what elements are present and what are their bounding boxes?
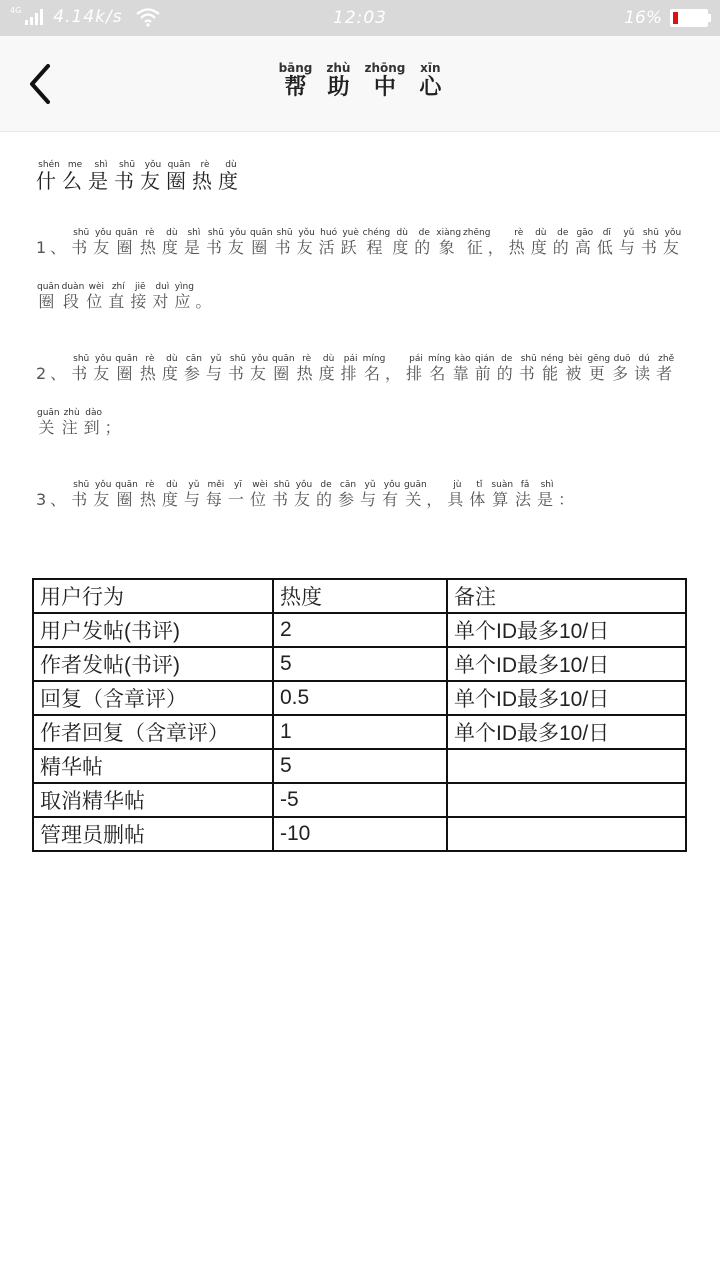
heading-pinyin: yǒu [140,160,166,170]
app-header [0,36,720,132]
para-pinyin: yǒu [93,354,114,364]
paragraph-2 [36,347,692,455]
table-cell: -5 [273,783,447,817]
table-cell [447,783,686,817]
table-cell: 用户行为 [33,579,273,613]
table-cell: 用户发帖(书评) [33,613,273,647]
para-pinyin: dù [392,228,413,238]
para-pinyin: bèi [565,354,586,364]
para-pinyin: dù [161,480,182,490]
page-title [0,62,720,101]
table-row [33,817,686,851]
para-pinyin: yǔ [183,480,204,490]
battery-percent: 16% [624,8,662,28]
para-char: 度dù [161,228,182,257]
para-punct: ； [104,418,125,437]
para-pinyin: shū [518,354,539,364]
para-char: 一yī [227,480,248,509]
para-pinyin: yǒu [296,228,317,238]
para-pinyin: shū [205,228,226,238]
para-char: 具jù [447,480,468,509]
table-cell: 1 [273,715,447,749]
para-char: 段duàn [61,282,85,311]
table-cell: 取消精华帖 [33,783,273,817]
table-row [33,783,686,817]
para-char: 的de [315,480,336,509]
heading-pinyin: dù [218,160,244,170]
para-pinyin: dú [634,354,655,364]
para-pinyin: yǒu [382,480,403,490]
title-char: 助zhù [326,61,351,100]
para-char: 书shū [205,228,226,257]
para-char: 友yǒu [93,354,114,383]
heat-score-table [32,578,687,852]
para-pinyin: rè [139,354,160,364]
para-pinyin: shū [71,480,92,490]
heading-char: 书shū [114,160,140,193]
para-char: 热rè [139,354,160,383]
title-pinyin: zhù [326,61,351,75]
table-cell: 单个ID最多10/日 [447,613,686,647]
para-punct: ， [426,490,447,509]
para-pinyin: yǒu [662,228,683,238]
para-char: 读dú [634,354,655,383]
para-pinyin: qián [474,354,495,364]
table-cell: 作者回复（含章评） [33,715,273,749]
heading-pinyin: quān [166,160,192,170]
para-punct: 1、 [36,238,71,257]
para-char: 应yìng [174,282,195,311]
para-char: 书shū [518,354,539,383]
para-pinyin: shū [71,354,92,364]
heading-pinyin: shén [36,160,62,170]
para-pinyin: yuè [340,228,361,238]
para-pinyin: fǎ [515,480,536,490]
para-punct: 3、 [36,490,71,509]
title-char: 帮bāng [278,61,313,100]
para-char: 体tǐ [469,480,490,509]
para-char: 书shū [71,228,92,257]
para-pinyin: guān [37,408,60,418]
para-pinyin: huó [318,228,339,238]
heading-char: 么me [62,160,88,193]
battery-icon [670,9,708,27]
para-char: 高gāo [574,228,595,257]
heading-pinyin: shū [114,160,140,170]
para-pinyin: yǒu [93,228,114,238]
heading-char: 是shì [88,160,114,193]
para-char: 名míng [428,354,451,383]
para-pinyin: wèi [86,282,107,292]
para-pinyin: guān [404,480,427,490]
status-bar [0,0,720,36]
table-cell: 5 [273,749,447,783]
para-char: 友yǒu [227,228,248,257]
table-cell: 5 [273,647,447,681]
para-pinyin: yǒu [227,228,248,238]
para-char: 低dī [596,228,617,257]
para-char: 关guān [37,408,60,437]
para-pinyin: tǐ [469,480,490,490]
heading-char: 度dù [218,160,244,193]
para-char: 注zhù [61,408,82,437]
para-char: 是shì [537,480,558,509]
table-cell: 回复（含章评） [33,681,273,715]
para-pinyin: duàn [61,282,85,292]
para-char: 能néng [540,354,564,383]
para-char: 直zhí [108,282,129,311]
paragraph-3 [36,473,692,527]
table-cell: 单个ID最多10/日 [447,715,686,749]
para-char: 位wèi [86,282,107,311]
para-char: 的de [414,228,435,257]
heading-char: 热rè [192,160,218,193]
heading-pinyin: rè [192,160,218,170]
para-char: 跃yuè [340,228,361,257]
para-char: 的de [552,228,573,257]
para-char: 多duō [612,354,633,383]
para-pinyin: néng [540,354,564,364]
table-row [33,647,686,681]
para-pinyin: zhí [108,282,129,292]
para-char: 书shū [227,354,248,383]
article [36,160,692,527]
para-punct: ， [487,238,508,257]
para-pinyin: de [496,354,517,364]
para-pinyin: shū [71,228,92,238]
para-pinyin: zhě [656,354,677,364]
para-pinyin: dù [161,354,182,364]
para-pinyin: yǔ [618,228,639,238]
heading-pinyin: shì [88,160,114,170]
para-char: 算suàn [491,480,514,509]
para-char: 友yǒu [662,228,683,257]
table-row [33,749,686,783]
para-pinyin: suàn [491,480,514,490]
para-char: 度dù [318,354,339,383]
para-char: 书shū [71,480,92,509]
para-pinyin: rè [296,354,317,364]
para-char: 程chéng [362,228,391,257]
para-char: 靠kào [452,354,473,383]
para-char: 友yǒu [93,228,114,257]
heading-char: 友yǒu [140,160,166,193]
para-pinyin: míng [362,354,386,364]
heading-char: 圈quān [166,160,192,193]
para-char: 圈quān [115,228,138,257]
para-punct: ， [384,364,405,383]
para-pinyin: gāo [574,228,595,238]
para-pinyin: cān [183,354,204,364]
table-row [33,715,686,749]
table-cell: 单个ID最多10/日 [447,647,686,681]
para-pinyin: duō [612,354,633,364]
para-punct: 。 [195,292,216,311]
para-pinyin: quān [115,480,138,490]
para-pinyin: dào [83,408,104,418]
para-pinyin: yǔ [360,480,381,490]
para-char: 度dù [161,354,182,383]
heading-char: 什shén [36,160,62,193]
para-char: 象xiàng [436,228,462,257]
network-type: 4G [10,6,22,15]
para-char: 活huó [318,228,339,257]
table-row [33,613,686,647]
para-pinyin: de [552,228,573,238]
table-row [33,681,686,715]
para-pinyin: shū [227,354,248,364]
para-pinyin: shì [537,480,558,490]
para-pinyin: dī [596,228,617,238]
para-char: 圈quān [115,354,138,383]
para-char: 有yǒu [382,480,403,509]
para-char: 每měi [205,480,226,509]
para-char: 度dù [392,228,413,257]
para-pinyin: rè [508,228,529,238]
para-char: 书shū [71,354,92,383]
para-pinyin: shū [274,228,295,238]
para-pinyin: dù [530,228,551,238]
para-char: 友yǒu [296,228,317,257]
table-cell: 精华帖 [33,749,273,783]
para-pinyin: yǒu [293,480,314,490]
title-char: 中zhōng [364,61,406,100]
para-pinyin: yǒu [249,354,270,364]
para-pinyin: shū [640,228,661,238]
para-pinyin: yǒu [93,480,114,490]
para-char: 排pái [340,354,361,383]
table-cell: -10 [273,817,447,851]
para-pinyin: yǔ [205,354,226,364]
para-char: 友yǒu [93,480,114,509]
title-pinyin: zhōng [364,61,406,75]
para-char: 与yǔ [205,354,226,383]
para-pinyin: jù [447,480,468,490]
para-char: 的de [496,354,517,383]
para-char: 书shū [271,480,292,509]
para-pinyin: pái [340,354,361,364]
title-pinyin: xīn [419,61,442,75]
para-pinyin: měi [205,480,226,490]
para-pinyin: xiàng [436,228,462,238]
para-pinyin: gēng [587,354,611,364]
para-char: 圈quān [249,228,273,257]
para-char: 前qián [474,354,495,383]
network-speed: 4.14k/s [53,7,123,27]
para-pinyin: quān [37,282,60,292]
para-char: 名míng [362,354,386,383]
para-char: 对duì [152,282,173,311]
para-char: 友yǒu [249,354,270,383]
para-char: 书shū [274,228,295,257]
para-char: 圈quān [115,480,138,509]
para-char: 到dào [83,408,104,437]
para-char: 参cān [183,354,204,383]
para-pinyin: míng [428,354,451,364]
para-pinyin: quān [115,228,138,238]
para-char: 圈quān [271,354,295,383]
para-char: 位wèi [249,480,270,509]
table-cell [447,749,686,783]
clock: 12:03 [333,8,387,28]
para-pinyin: jiē [130,282,151,292]
para-char: 热rè [296,354,317,383]
title-pinyin: bāng [278,61,313,75]
para-char: 度dù [161,480,182,509]
para-char: 书shū [640,228,661,257]
para-char: 热rè [508,228,529,257]
para-char: 征zhēng [463,228,491,257]
paragraph-1 [36,221,692,329]
para-char: 参cān [338,480,359,509]
para-pinyin: de [315,480,336,490]
para-char: 热rè [139,480,160,509]
para-pinyin: duì [152,282,173,292]
table-cell: 单个ID最多10/日 [447,681,686,715]
para-pinyin: chéng [362,228,391,238]
table-cell: 管理员删帖 [33,817,273,851]
para-char: 者zhě [656,354,677,383]
para-pinyin: yìng [174,282,195,292]
para-char: 圈quān [37,282,60,311]
para-pinyin: shì [183,228,204,238]
para-pinyin: quān [115,354,138,364]
table-cell: 热度 [273,579,447,613]
para-pinyin: wèi [249,480,270,490]
para-char: 被bèi [565,354,586,383]
para-pinyin: dù [318,354,339,364]
para-char: 关guān [404,480,427,509]
table-cell: 0.5 [273,681,447,715]
para-char: 与yǔ [183,480,204,509]
title-char: 心xīn [419,61,442,100]
para-pinyin: dù [161,228,182,238]
para-char: 法fǎ [515,480,536,509]
battery-level [673,12,678,24]
section-heading [36,160,692,199]
para-punct: ： [558,490,579,509]
para-char: 与yǔ [618,228,639,257]
table-cell: 作者发帖(书评) [33,647,273,681]
para-pinyin: shū [271,480,292,490]
para-char: 热rè [139,228,160,257]
para-pinyin: zhēng [463,228,491,238]
para-char: 度dù [530,228,551,257]
para-pinyin: rè [139,228,160,238]
para-pinyin: rè [139,480,160,490]
table-header-row [33,579,686,613]
para-pinyin: yī [227,480,248,490]
para-pinyin: zhù [61,408,82,418]
para-char: 与yǔ [360,480,381,509]
table-cell [447,817,686,851]
para-char: 是shì [183,228,204,257]
para-pinyin: quān [271,354,295,364]
table-cell: 备注 [447,579,686,613]
para-pinyin: cān [338,480,359,490]
para-punct: 2、 [36,364,71,383]
para-char: 排pái [406,354,427,383]
table-cell: 2 [273,613,447,647]
para-char: 友yǒu [293,480,314,509]
para-char: 接jiē [130,282,151,311]
para-pinyin: pái [406,354,427,364]
para-pinyin: kào [452,354,473,364]
para-char: 更gēng [587,354,611,383]
heading-pinyin: me [62,160,88,170]
para-pinyin: de [414,228,435,238]
para-pinyin: quān [249,228,273,238]
